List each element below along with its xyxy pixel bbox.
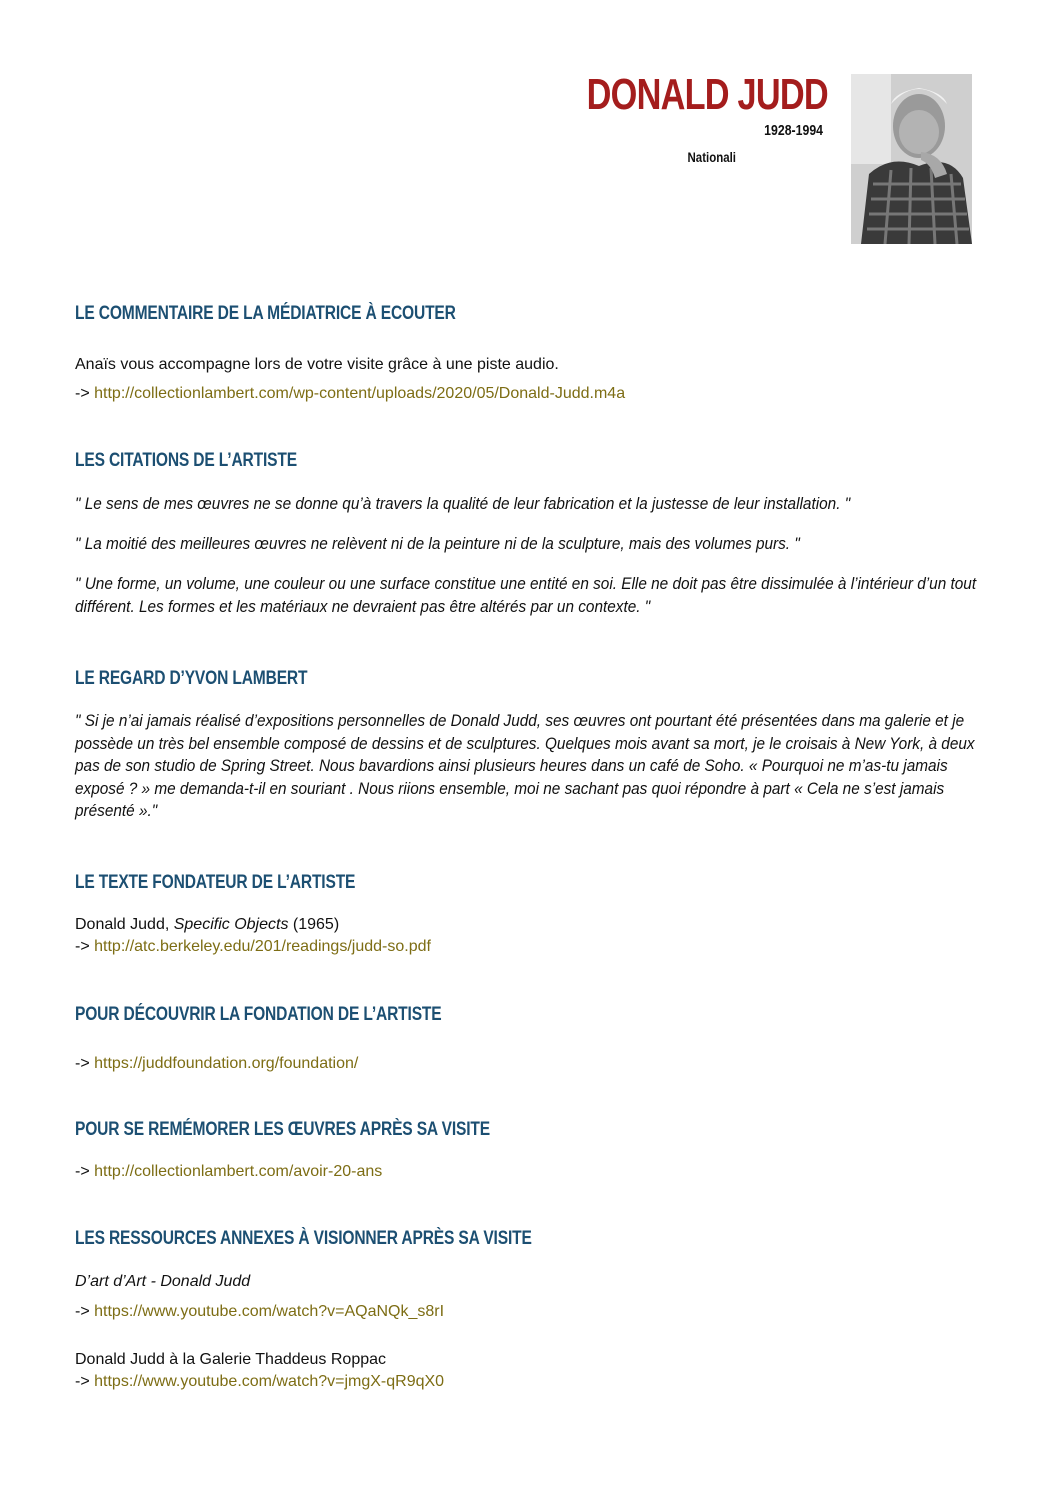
arrow-text: -> (75, 938, 90, 955)
section-heading-audio: LE COMMENTAIRE DE LA MÉDIATRICE À ECOUTER (75, 303, 456, 324)
remember-link-line (75, 1161, 382, 1183)
resource-link-2[interactable]: https://www.youtube.com/watch?v=jmgX-qR9qX0 (94, 1373, 445, 1390)
artist-nationality: Nationali (687, 149, 736, 165)
founding-text-year: (1965) (288, 916, 340, 933)
artist-portrait-photo (851, 74, 972, 244)
remember-link[interactable]: http://collectionlambert.com/avoir-20-ans (94, 1163, 383, 1180)
section-heading-founding-text: LE TEXTE FONDATEUR DE L’ARTISTE (75, 872, 356, 893)
arrow-text: -> (75, 1373, 90, 1390)
section-heading-remember: POUR SE REMÉMORER LES ŒUVRES APRÈS SA VISITE (75, 1119, 490, 1140)
founding-text-citation (75, 914, 339, 936)
arrow-text: -> (75, 1055, 90, 1072)
artist-quote-3: " Une forme, un volume, une couleur ou une surface constitue une entité en soi. Elle ne doit pas être dissimulée à l’intérieur d’un tout différent. Les formes et les matériaux ne devraient pas être altérés par un contexte. " (75, 575, 977, 616)
resource-link-line-1 (75, 1301, 444, 1323)
section-heading-regard: LE REGARD D’YVON LAMBERT (75, 668, 308, 689)
resource-title-2: Donald Judd à la Galerie Thaddeus Roppac (75, 1351, 387, 1368)
artist-quote-1: " Le sens de mes œuvres ne se donne qu’à travers la qualité de leur fabrication et la justesse de leur installation. " (75, 495, 851, 513)
artist-quote-2: " La moitié des meilleures œuvres ne relèvent ni de la peinture ni de la sculpture, mais des volumes purs. " (75, 535, 800, 553)
section-heading-quotes: LES CITATIONS DE L’ARTISTE (75, 450, 297, 471)
founding-text-link[interactable]: http://atc.berkeley.edu/201/readings/judd-so.pdf (94, 938, 431, 955)
founding-text-link-line (75, 936, 431, 958)
resource-title-1: D’art d’Art - Donald Judd (75, 1273, 251, 1290)
founding-text-title: Specific Objects (173, 916, 289, 933)
artist-name: DONALD JUDD (586, 70, 828, 119)
section-heading-resources: LES RESSOURCES ANNEXES À VISIONNER APRÈS SA VISITE (75, 1228, 532, 1249)
resource-link-1[interactable]: https://www.youtube.com/watch?v=AQaNQk_s8rI (94, 1303, 445, 1320)
resource-link-line-2 (75, 1371, 444, 1393)
yvon-lambert-testimony: " Si je n’ai jamais réalisé d’expositions personnelles de Donald Judd, ses œuvres ont pourtant été présentées dans ma galerie et je possède un très bel ensemble composé de dessins et de sculptures. Quelques mois avant sa mort, je le croisais à New York, à deux pas de son studio de Spring Street. Nous bavardions ainsi plusieurs heures dans un café de Soho. « Pourquoi ne m’as-tu jamais exposé ? » me demanda-t-il en souriant . Nous riions ensemble, moi ne sachant pas quoi répondre à part « Cela ne s’est jamais présenté »." (75, 712, 975, 820)
foundation-link-line (75, 1053, 358, 1075)
audio-link-line (75, 383, 625, 405)
audio-link[interactable]: http://collectionlambert.com/wp-content/uploads/2020/05/Donald-Judd.m4a (94, 385, 626, 402)
section-heading-foundation: POUR DÉCOUVRIR LA FONDATION DE L’ARTISTE (75, 1004, 442, 1025)
arrow-text: -> (75, 1163, 90, 1180)
arrow-text: -> (75, 385, 90, 402)
portrait-illustration (851, 74, 972, 244)
foundation-link[interactable]: https://juddfoundation.org/foundation/ (94, 1055, 359, 1072)
audio-description: Anaïs vous accompagne lors de votre visite grâce à une piste audio. (75, 356, 559, 373)
arrow-text: -> (75, 1303, 90, 1320)
artist-dates: 1928-1994 (764, 122, 823, 139)
founding-text-author: Donald Judd, (75, 916, 174, 933)
